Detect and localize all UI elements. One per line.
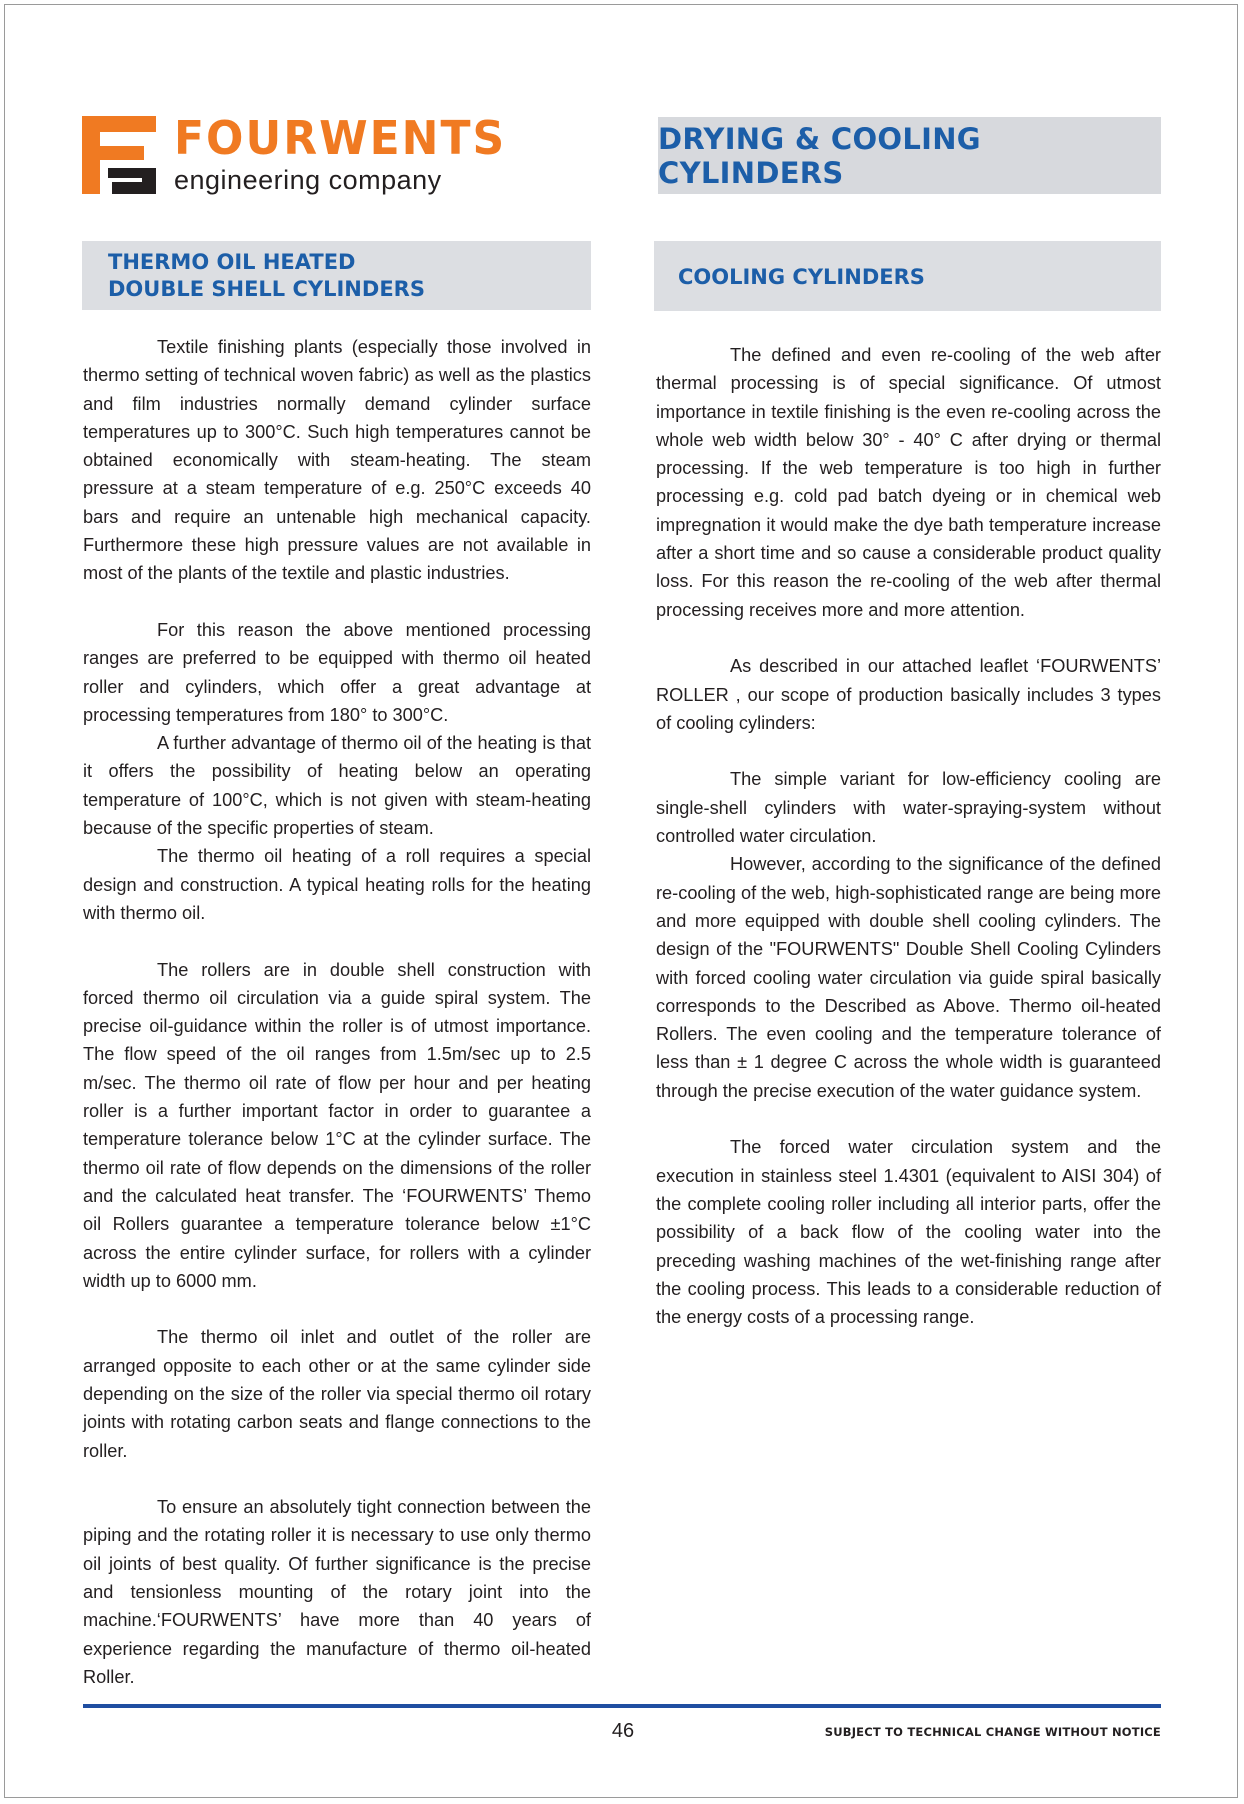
- paragraph: The rollers are in double shell construction with forced thermo oil circulation via a guide spiral system. The precise oil-guidance within the roller is of utmost importance. The flow speed of the oil ranges from 1.5m/sec up to 2.5 m/sec. The thermo oil rate of flow per hour and per heating roller is a further important factor in order to guarantee a temperature tolerance below 1°C at the cylinder surface. The thermo oil rate of flow depends on the dimensions of the roller and the calculated heat transfer. The ‘FOURWENTS’ Themo oil Rollers guarantee a temperature tolerance below ±1°C across the entire cylinder surface, for rollers with a cylinder width up to 6000 mm.: [83, 959, 591, 1291]
- page-title-box: [658, 117, 1161, 194]
- page-number: 46: [611, 1720, 635, 1742]
- paragraph: A further advantage of thermo oil of the heating is that it offers the possibility of heating below an operating temperature of 100°C, which is not given with steam-heating because of the specific properties of steam.: [83, 733, 591, 839]
- section-heading-line-1: THERMO OIL HEATED: [108, 250, 356, 274]
- paragraph: The simple variant for low-efficiency cooling are single-shell cylinders with water-spraying-system without controlled water circulation.: [656, 769, 1161, 847]
- paragraph: The thermo oil heating of a roll requires a special design and construction. A typical heating rolls for the heating with thermo oil.: [83, 846, 591, 923]
- paragraph: Textile finishing plants (especially those involved in thermo setting of technical woven fabric) as well as the plastics and film industries normally demand cylinder surface temperatures up to 300°C. Such high temperatures cannot be obtained economically with steam-heating. The steam pressure at a steam temperature of e.g. 250°C exceeds 40 bars and require an untenable high mechanical capacity. Furthermore these high pressure values are not available in most of the plants of the textile and plastic industries.: [83, 337, 591, 584]
- page-title: DRYING & COOLING CYLINDERS: [658, 121, 981, 190]
- left-column-text: [83, 333, 591, 1691]
- paragraph: As described in our attached leaflet ‘FOURWENTS’ ROLLER , our scope of production basically includes 3 types of cooling cylinders:: [656, 656, 1161, 733]
- paragraph: The defined and even re-cooling of the web after thermal processing is of special significance. Of utmost importance in textile finishing is the even re-cooling across the whole web width below 30° - 40° C after drying or thermal processing. If the web temperature is too high in further processing e.g. cold pad batch dyeing or in chemical web impregnation it would make the dye bath temperature increase after a short time and so cause a considerable product quality loss. For this reason the re-cooling of the web after thermal processing receives more and more attention.: [656, 345, 1161, 620]
- footer-notice: SUBJECT TO TECHNICAL CHANGE WITHOUT NOTICE: [824, 1725, 1161, 1739]
- section-heading-line-2: DOUBLE SHELL CYLINDERS: [108, 277, 425, 301]
- paragraph: For this reason the above mentioned processing ranges are preferred to be equipped with thermo oil heated roller and cylinders, which offer a great advantage at processing temperatures from 180° to 300°C.: [83, 619, 591, 725]
- right-column-text: [656, 341, 1161, 1331]
- section-heading-cooling: [654, 241, 1161, 311]
- logo-tagline: engineering company: [174, 165, 442, 195]
- section-heading-text: COOLING CYLINDERS: [678, 265, 925, 289]
- paragraph: To ensure an absolutely tight connection between the piping and the rotating roller it is necessary to use only thermo oil joints of best quality. Of further significance is the precise and tensionless mounting of the rotary joint into the machine.‘FOURWENTS’ have more than 40 years of experience regarding the manufacture of thermo oil-heated Roller.: [83, 1497, 591, 1687]
- company-logo: [82, 112, 507, 196]
- paragraph: The forced water circulation system and the execution in stainless steel 1.4301 (equivalent to AISI 304) of the complete cooling roller including all interior parts, offer the possibility of a back flow of the cooling water into the preceding washing machines of the wet-finishing range after the cooling process. This leads to a considerable reduction of the energy costs of a processing range.: [656, 1137, 1161, 1328]
- footer-divider: [83, 1704, 1161, 1708]
- paragraph: The thermo oil inlet and outlet of the roller are arranged opposite to each other or at the same cylinder side depending on the size of the roller via special thermo oil rotary joints with rotating carbon seats and flange connections to the roller.: [83, 1327, 591, 1461]
- logo-wordmark: FOURWENTS: [174, 112, 507, 166]
- paragraph: However, according to the significance of the defined re-cooling of the web, high-sophisticated range are being more and more equipped with double shell cooling cylinders. The design of the "FOURWENTS" Double Shell Cooling Cylinders with forced cooling water circulation via guide spiral basically corresponds to the Described as Above. Thermo oil-heated Rollers. The even cooling and the temperature tolerance of less than ± 1 degree C across the whole width is guaranteed through the precise execution of the water guidance system.: [656, 854, 1161, 1101]
- fourwents-logo-mark-icon: [82, 116, 156, 194]
- section-heading-thermo-oil: [82, 241, 591, 310]
